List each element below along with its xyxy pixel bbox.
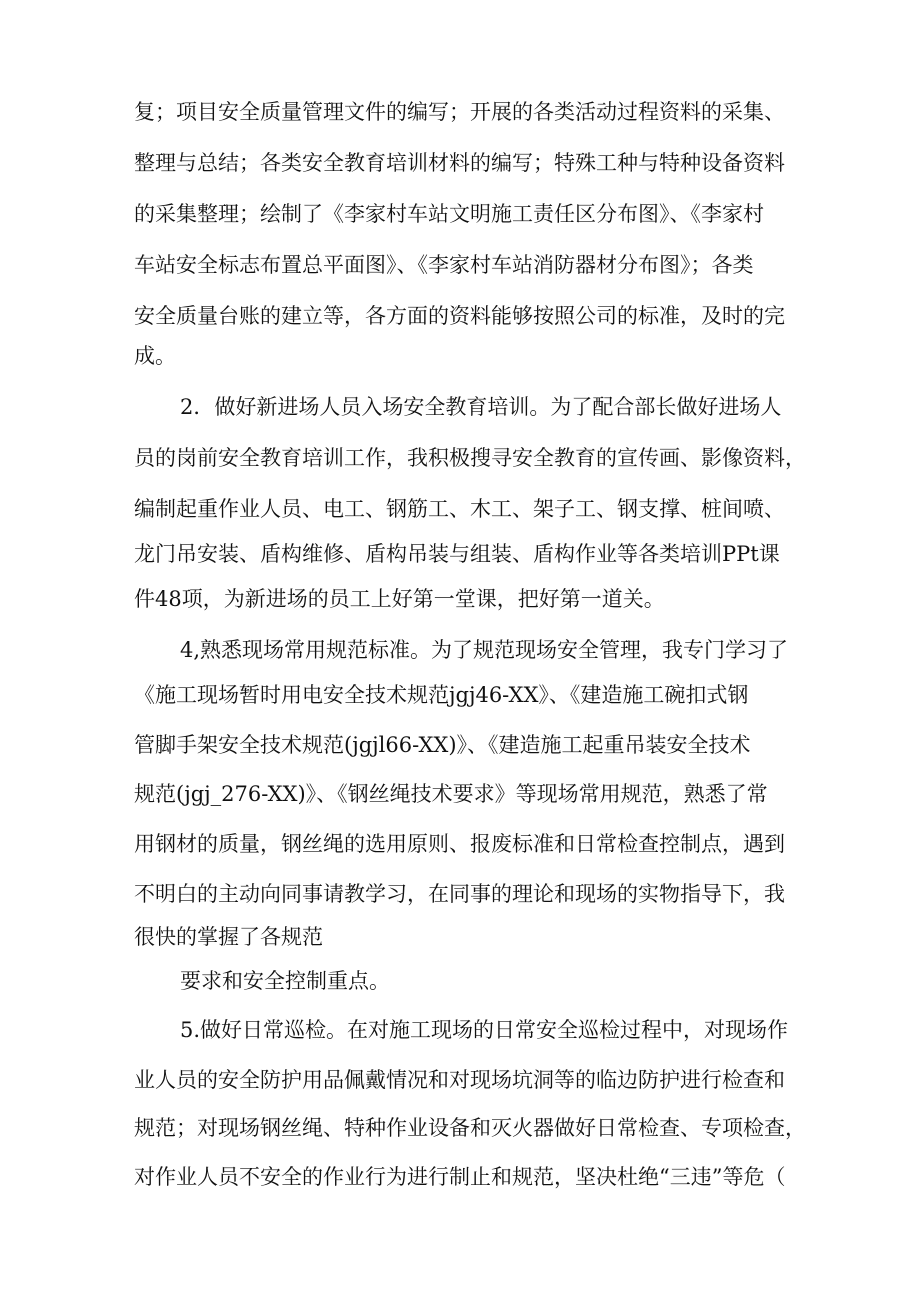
text-line: 规范(jgj_276-XX)》、《钢丝绳技术要求》等现场常用规范，熟悉了常 <box>134 782 768 806</box>
paragraph-start-line: 4,熟悉现场常用规范标准。为了规范现场安全管理，我专门学习了 <box>180 638 789 662</box>
text-line: 员的岗前安全教育培训工作，我积极搜寻安全教育的宣传画、影像资料， <box>134 446 806 470</box>
text-line: 对作业人员不安全的作业行为进行制止和规范，坚决杜绝“三违”等危（ <box>134 1165 786 1189</box>
text-line: 很快的掌握了各规范 <box>134 925 323 949</box>
text-line: 安全质量台账的建立等，各方面的资料能够按照公司的标准，及时的完 <box>134 304 785 328</box>
paragraph-start-line: 5.做好日常巡检。在对施工现场的日常安全巡检过程中，对现场作 <box>180 1018 789 1042</box>
text-line: 不明白的主动向同事请教学习，在同事的理论和现场的实物指导下，我 <box>134 882 785 906</box>
text-line: 规范；对现场钢丝绳、特种作业设备和灭火器做好日常检查、专项检查， <box>134 1116 806 1140</box>
text-line: 件48项，为新进场的员工上好第一堂课，把好第一道关。 <box>134 587 665 611</box>
text-line: 的采集整理；绘制了《李家村车站文明施工责任区分布图》、《李家村 <box>134 202 764 226</box>
text-line: 复；项目安全质量管理文件的编写；开展的各类活动过程资料的采集、 <box>134 100 785 124</box>
text-line: 成。 <box>134 344 176 368</box>
text-line: 业人员的安全防护用品佩戴情况和对现场坑洞等的临边防护进行检查和 <box>134 1068 785 1092</box>
text-line: 龙门吊安装、盾构维修、盾构吊装与组装、盾构作业等各类培训PPt课 <box>134 542 780 566</box>
text-line: 车站安全标志布置总平面图》、《李家村车站消防器材分布图》；各类 <box>134 253 754 277</box>
text-line: 编制起重作业人员、电工、钢筋工、木工、架子工、钢支撑、桩间喷、 <box>134 497 785 521</box>
text-line: 管脚手架安全技术规范(jgjl66-XX)》、《建造施工起重吊装安全技术 <box>134 733 751 757</box>
text-line: 用钢材的质量，钢丝绳的选用原则、报废标准和日常检查控制点，遇到 <box>134 832 785 856</box>
text-line: 整理与总结；各类安全教育培训材料的编写；特殊工种与特种设备资料 <box>134 151 785 175</box>
text-line: 《施工现场暂时用电安全技术规范jgj46-XX》、《建造施工碗扣式钢 <box>134 683 749 707</box>
paragraph-start-line: 2．做好新进场人员入场安全教育培训。为了配合部长做好进场人 <box>180 395 782 419</box>
paragraph-start-line: 要求和安全控制重点。 <box>180 969 390 993</box>
